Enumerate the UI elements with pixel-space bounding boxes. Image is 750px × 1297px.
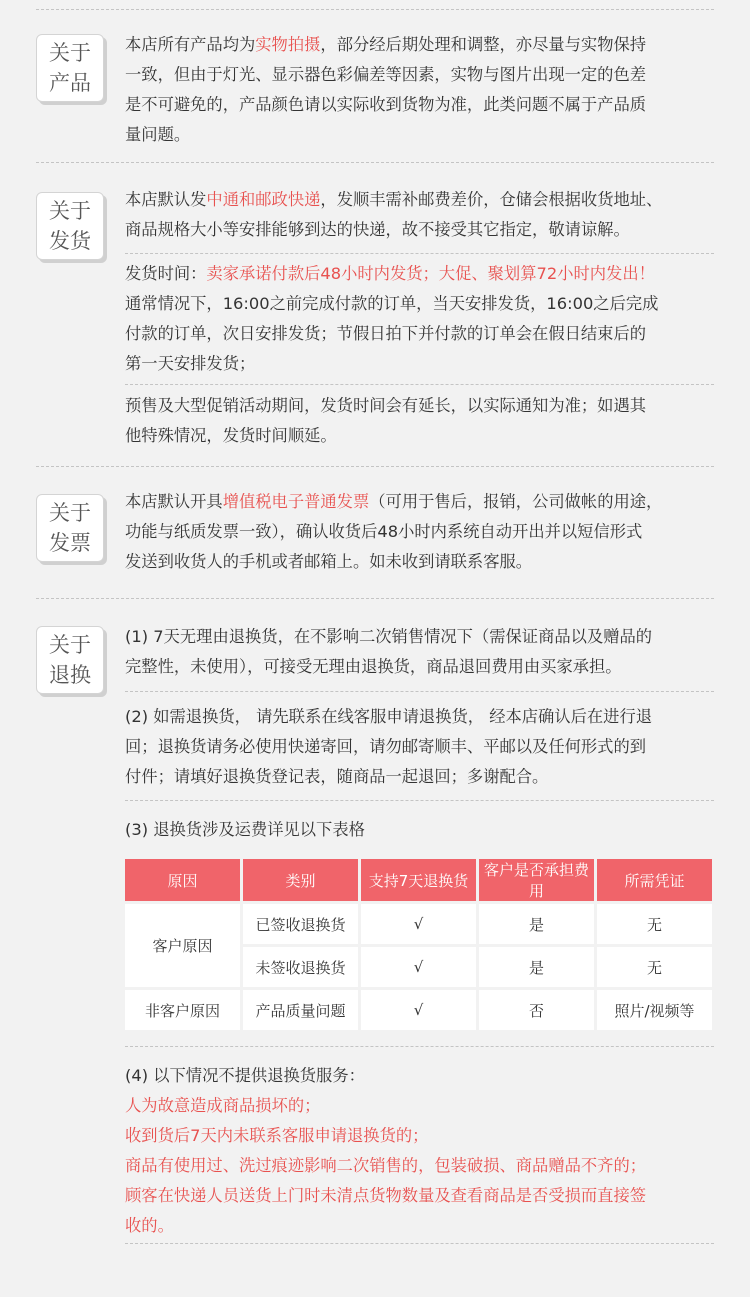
invoice-badge-line2: 发票 — [49, 531, 91, 555]
text-line: 功能与纸质发票一致），确认收货后48小时内系统自动开出并以短信形式 — [125, 522, 643, 541]
table-cell: 否 — [479, 990, 594, 1030]
table-cell: 非客户原因 — [125, 990, 240, 1030]
divider-invoice — [36, 598, 714, 599]
shipping-badge-line2: 发货 — [49, 229, 91, 253]
list-item: 商品有使用过、洗过痕迹影响二次销售的，包装破损、商品赠品不齐的； — [125, 1156, 647, 1175]
list-item: 人为故意造成商品损坏的； — [125, 1096, 321, 1115]
shipping-paragraph-1 — [125, 185, 720, 245]
highlight-couriers: 中通和邮政快递 — [206, 190, 321, 209]
text: 本店所有产品均为 — [125, 35, 256, 54]
divider-top — [36, 9, 714, 10]
shipping-badge — [36, 192, 104, 260]
returns-badge-line2: 退换 — [49, 663, 91, 687]
returns-paragraph-2 — [125, 702, 720, 792]
text: ，部分经后期处理和调整，亦尽量与实物保持 — [320, 35, 647, 54]
table-cell: √ — [361, 990, 476, 1030]
text-line: 付件；请填好退换货登记表，随商品一起退回；多谢配合。 — [125, 767, 549, 786]
text-line: 发送到收货人的手机或者邮箱上。如未收到请联系客服。 — [125, 552, 533, 571]
table-cell: 已签收退换货 — [243, 904, 358, 944]
returns-badge-line1: 关于 — [49, 633, 91, 657]
text: 本店默认发 — [125, 190, 207, 209]
text-line: 商品规格大小等安排能够到达的快递，故不接受其它指定，敬请谅解。 — [125, 220, 630, 239]
table-header-row — [125, 859, 712, 901]
divider-bottom — [125, 1243, 714, 1244]
text-line: 完整性，未使用），可接受无理由退换货，商品退回费用由买家承担。 — [125, 657, 622, 676]
invoice-badge — [36, 494, 104, 562]
table-cell: √ — [361, 904, 476, 944]
text-line: 是不可避免的，产品颜色请以实际收到货物为准，此类问题不属于产品质 — [125, 95, 647, 114]
product-badge — [36, 34, 104, 102]
text-line: 付款的订单，次日安排发货；节假日拍下并付款的订单会在假日结束后的 — [125, 324, 647, 343]
text-line: 一致，但由于灯光、显示器色彩偏差等因素，实物与图片出现一定的色差 — [125, 65, 647, 84]
product-paragraph — [125, 30, 720, 150]
text-line: (4) 以下情况不提供退换货服务： — [125, 1066, 365, 1085]
highlight-invoice-type: 增值税电子普通发票 — [222, 492, 370, 511]
table-header-cell: 支持7天退换货 — [361, 859, 476, 901]
table-header-cell: 所需凭证 — [597, 859, 712, 901]
shipping-badge-line1: 关于 — [49, 199, 91, 223]
text-line: 回；退换货请务必使用快递寄回，请勿邮寄顺丰、平邮以及任何形式的到 — [125, 737, 647, 756]
text: 发货时间： — [125, 264, 207, 283]
table-header-cell: 类别 — [243, 859, 358, 901]
text-line: 通常情况下，16:00之前完成付款的订单，当天安排发货，16:00之后完成 — [125, 294, 659, 313]
divider-returns-1 — [125, 691, 714, 692]
text: 本店默认开具 — [125, 492, 223, 511]
table-row — [125, 990, 712, 1030]
divider-shipping-2 — [125, 384, 714, 385]
returns-paragraph-3-title: (3) 退换货涉及运费详见以下表格 — [125, 820, 365, 839]
highlight-real-photo: 实物拍摄 — [255, 35, 321, 54]
table-row — [125, 904, 712, 944]
shipping-paragraph-3 — [125, 391, 720, 451]
text-line: 量问题。 — [125, 125, 191, 144]
text-line: 第一天安排发货； — [125, 354, 256, 373]
text-line: (1) 7天无理由退换货，在不影响二次销售情况下（需保证商品以及赠品的 — [125, 627, 653, 646]
text: ，发顺丰需补邮费差价，仓储会根据收货地址、 — [320, 190, 663, 209]
returns-paragraph-4 — [125, 1061, 720, 1241]
table-cell: 是 — [479, 904, 594, 944]
text-line: (2) 如需退换货， 请先联系在线客服申请退换货， 经本店确认后在进行退 — [125, 707, 653, 726]
product-badge-line1: 关于 — [49, 41, 91, 65]
returns-table — [122, 856, 715, 1033]
no-return-list — [125, 1091, 720, 1241]
list-item: 顾客在快递人员送货上门时未清点货物数量及查看商品是否受损而直接签 — [125, 1186, 647, 1205]
highlight-ship-promise: 卖家承诺付款后48小时内发货；大促、聚划算72小时内发出！ — [206, 264, 655, 283]
divider-shipping — [36, 466, 714, 467]
table-header-cell: 原因 — [125, 859, 240, 901]
list-item: 收到货后7天内未联系客服申请退换货的； — [125, 1126, 429, 1145]
returns-badge — [36, 626, 104, 694]
text-line: 他特殊情况，发货时间顺延。 — [125, 426, 337, 445]
shipping-paragraph-2 — [125, 259, 720, 379]
table-cell: 无 — [597, 947, 712, 987]
text-line: 预售及大型促销活动期间，发货时间会有延长，以实际通知为准；如遇其 — [125, 396, 647, 415]
text: （可用于售后，报销，公司做帐的用途， — [369, 492, 663, 511]
table-cell: √ — [361, 947, 476, 987]
divider-product — [36, 162, 714, 163]
returns-paragraph-1 — [125, 622, 720, 682]
table-cell: 未签收退换货 — [243, 947, 358, 987]
table-cell: 无 — [597, 904, 712, 944]
table-cell: 客户原因 — [125, 904, 240, 987]
product-badge-line2: 产品 — [49, 71, 91, 95]
table-header-cell: 客户是否承担费用 — [479, 859, 594, 901]
divider-returns-2 — [125, 800, 714, 801]
divider-shipping-1 — [125, 253, 714, 254]
invoice-badge-line1: 关于 — [49, 501, 91, 525]
table-cell: 照片/视频等 — [597, 990, 712, 1030]
divider-returns-3 — [125, 1046, 714, 1047]
invoice-paragraph — [125, 487, 720, 577]
table-cell: 产品质量问题 — [243, 990, 358, 1030]
list-item: 收的。 — [125, 1216, 174, 1235]
table-cell: 是 — [479, 947, 594, 987]
